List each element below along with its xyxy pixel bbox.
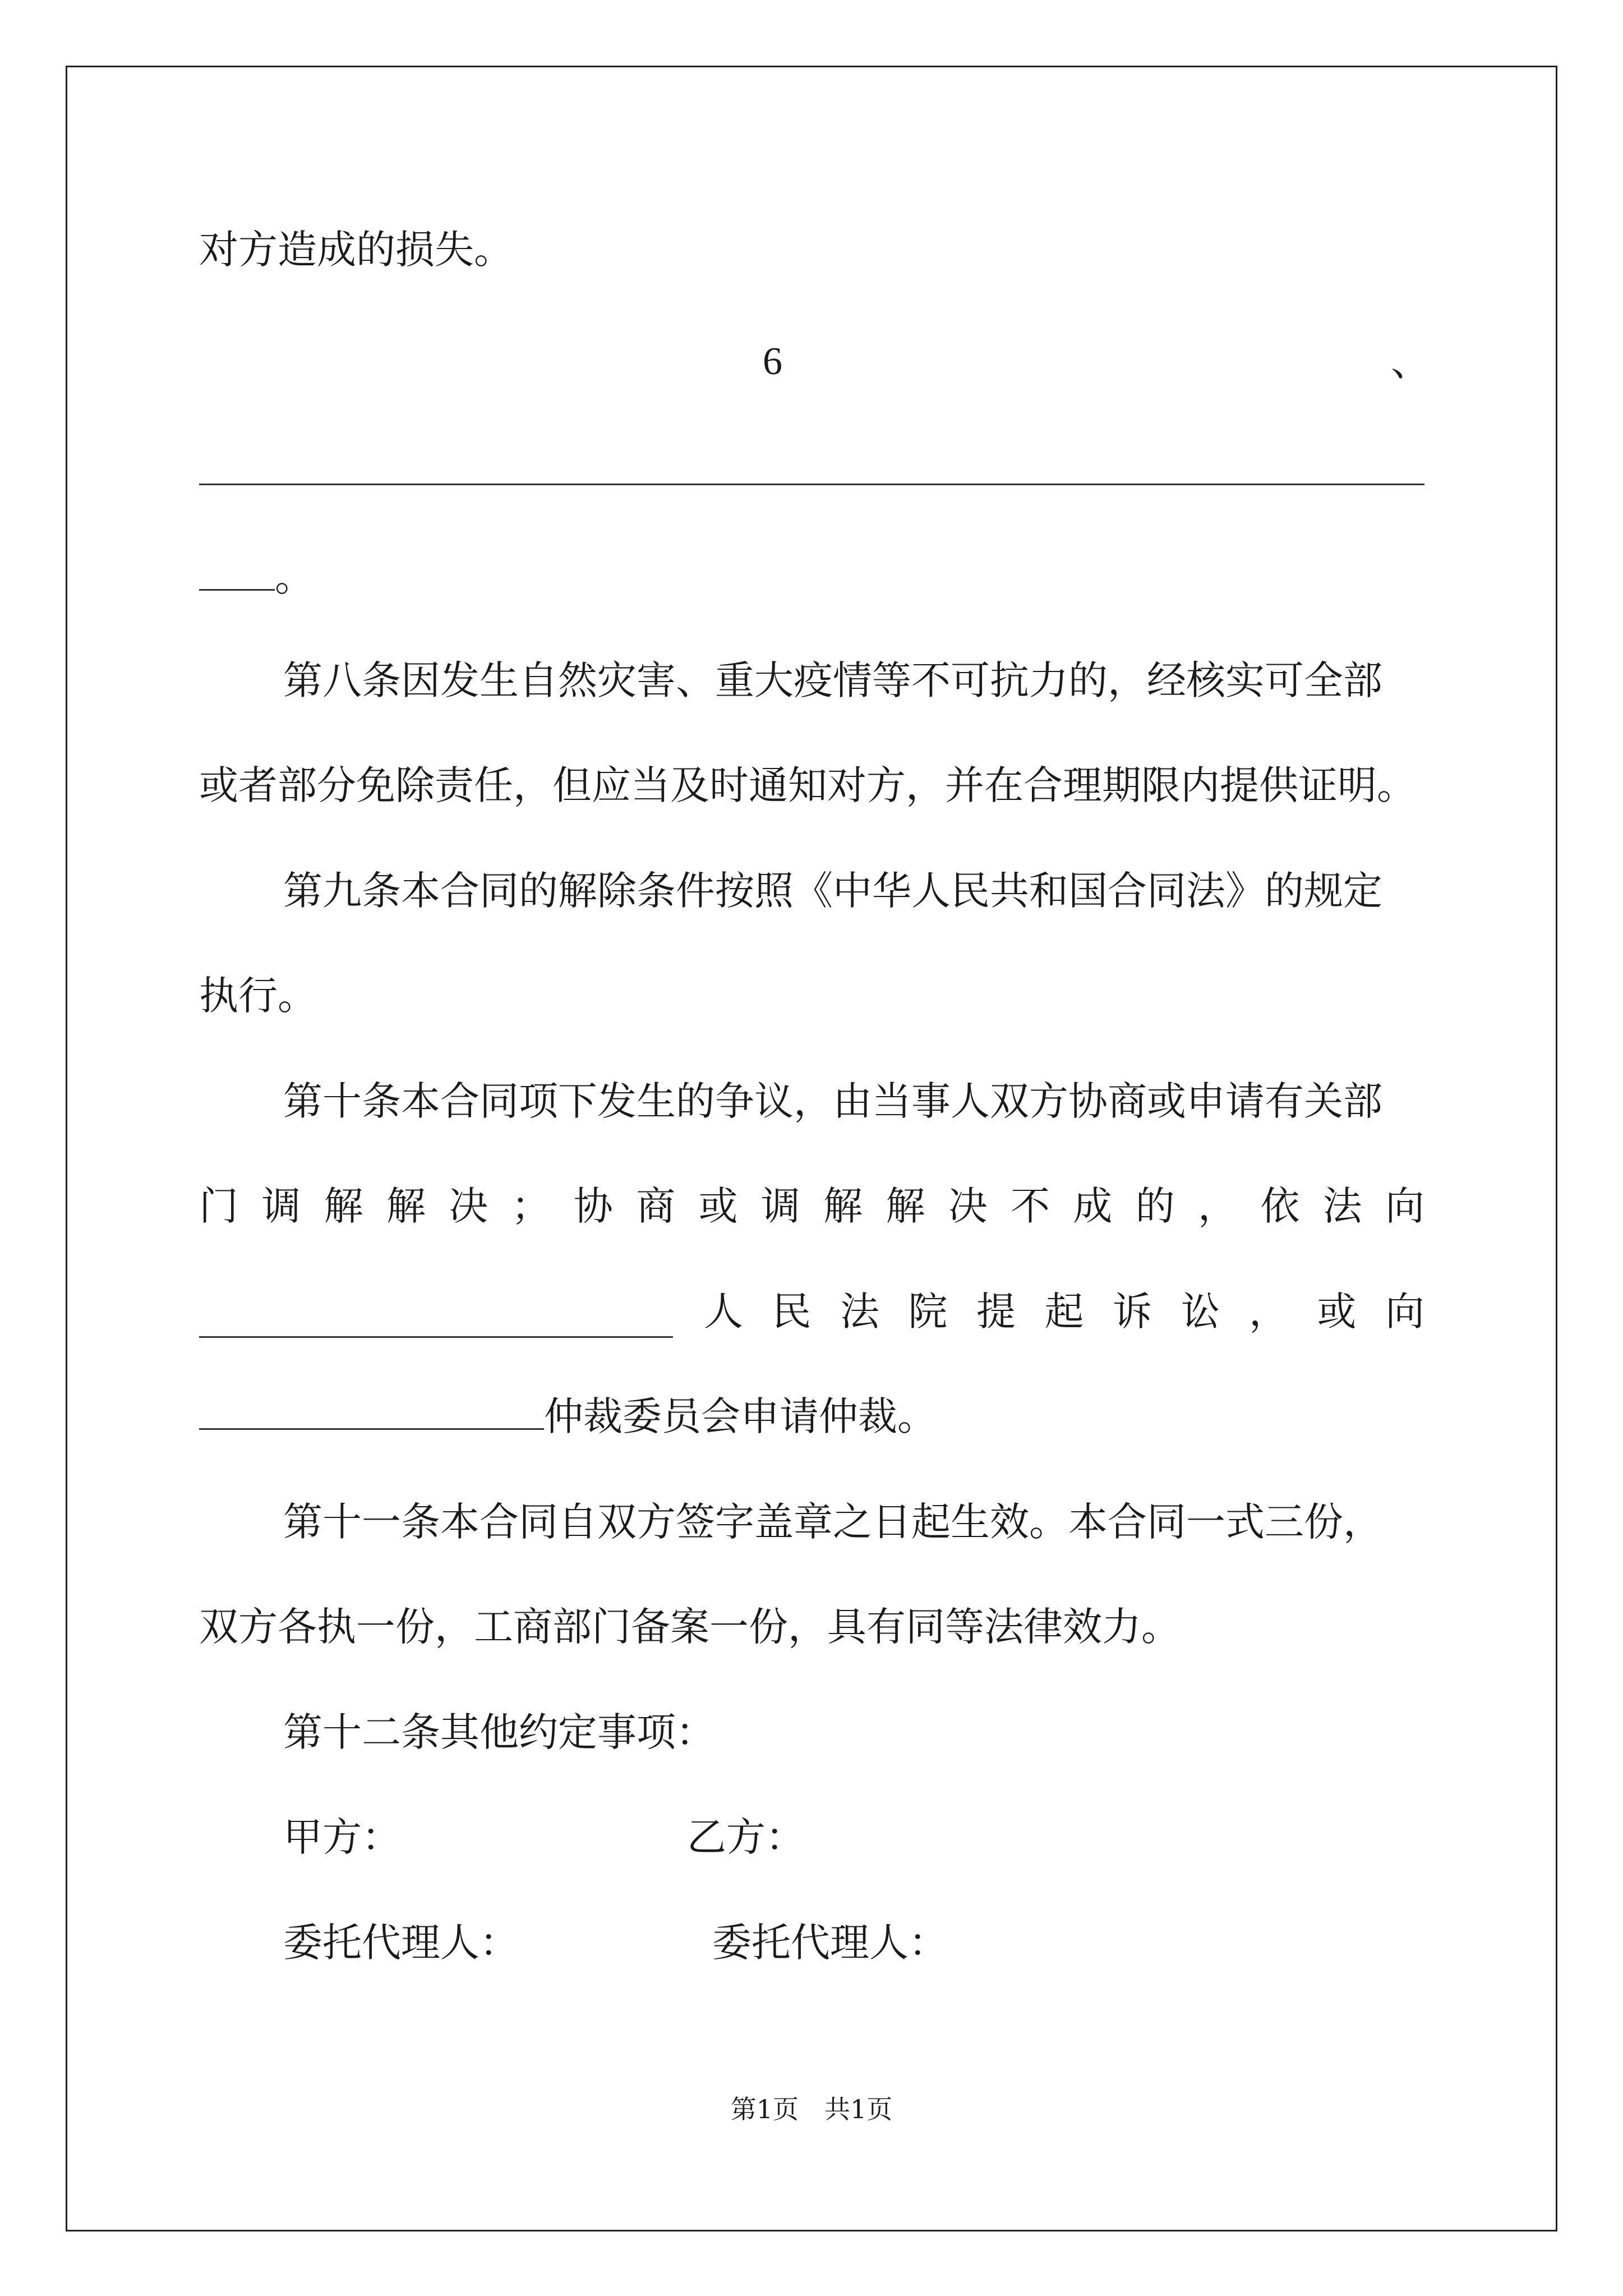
text-char: 解 bbox=[324, 1183, 363, 1229]
item-6-mark: 、 bbox=[1391, 339, 1430, 385]
item-6-number: 6 bbox=[763, 340, 782, 383]
text-char: 协 bbox=[573, 1183, 613, 1229]
article-10-line-3 bbox=[704, 1286, 1424, 1337]
text-char: 商 bbox=[636, 1183, 676, 1229]
article-11-line-2: 双方各执一份，工商部门备案一份，具有同等法律效力。 bbox=[199, 1604, 1181, 1650]
article-9-line-2: 执行。 bbox=[199, 973, 317, 1019]
article-12: 第十二条其他约定事项： bbox=[283, 1709, 715, 1755]
arbitration-text: 仲裁委员会申请仲裁。 bbox=[544, 1393, 937, 1439]
text-char: 不 bbox=[1011, 1183, 1050, 1229]
text-char: 调 bbox=[261, 1183, 301, 1229]
paragraph-loss: 对方造成的损失。 bbox=[199, 227, 513, 273]
text-char: 决 bbox=[948, 1183, 988, 1229]
arbitration-blank bbox=[199, 1393, 544, 1430]
text-char: 解 bbox=[886, 1183, 925, 1229]
article-9-line-1: 第九条本合同的解除条件按照《中华人民共和国合同法》的规定 bbox=[283, 868, 1382, 914]
text-char: 成 bbox=[1073, 1183, 1113, 1229]
article-10-line-1: 第十条本合同项下发生的争议，由当事人双方协商或申请有关部 bbox=[283, 1078, 1382, 1124]
text-char: 法 bbox=[1322, 1183, 1362, 1229]
text-char: 门 bbox=[199, 1183, 238, 1229]
text-char: 诉 bbox=[1113, 1289, 1152, 1335]
text-char: 的 bbox=[1135, 1183, 1175, 1229]
party-a-label: 甲方： bbox=[283, 1814, 401, 1860]
text-char: 决 bbox=[449, 1183, 488, 1229]
text-char: 依 bbox=[1260, 1183, 1300, 1229]
text-char: 讼 bbox=[1181, 1289, 1220, 1335]
page-border bbox=[66, 66, 1557, 2231]
text-char: 法 bbox=[840, 1289, 879, 1335]
agent-b-label: 委托代理人： bbox=[712, 1920, 948, 1966]
court-name-blank bbox=[199, 1301, 673, 1338]
item-6-blank-long bbox=[199, 449, 1424, 485]
text-char: 或 bbox=[1317, 1289, 1357, 1335]
text-char: 或 bbox=[698, 1183, 738, 1229]
item-6-end bbox=[199, 552, 314, 602]
item-6-end-mark: 。 bbox=[275, 554, 314, 600]
page-footer: 第1页 共1页 bbox=[730, 2094, 893, 2124]
text-char: 提 bbox=[976, 1289, 1016, 1335]
item-6-blank-short bbox=[199, 554, 275, 591]
text-char: ； bbox=[511, 1183, 551, 1229]
text-char: 起 bbox=[1044, 1289, 1084, 1335]
article-8-line-2: 或者部分免除责任，但应当及时通知对方，并在合理期限内提供证明。 bbox=[199, 762, 1416, 808]
text-char: 民 bbox=[772, 1289, 811, 1335]
text-char: 向 bbox=[1385, 1289, 1424, 1335]
agent-a-label: 委托代理人： bbox=[283, 1920, 519, 1966]
text-char: 解 bbox=[823, 1183, 863, 1229]
text-char: ， bbox=[1249, 1289, 1288, 1335]
text-char: 解 bbox=[386, 1183, 426, 1229]
text-char: 向 bbox=[1385, 1183, 1424, 1229]
text-char: 调 bbox=[760, 1183, 800, 1229]
text-char: ， bbox=[1198, 1183, 1237, 1229]
article-11-line-1: 第十一条本合同自双方签字盖章之日起生效。本合同一式三份， bbox=[283, 1499, 1382, 1545]
text-char: 院 bbox=[908, 1289, 948, 1335]
article-10-line-2 bbox=[199, 1181, 1424, 1231]
text-char: 人 bbox=[704, 1289, 743, 1335]
party-b-label: 乙方： bbox=[687, 1814, 805, 1860]
article-8-line-1: 第八条因发生自然灾害、重大疫情等不可抗力的，经核实可全部 bbox=[283, 657, 1382, 703]
article-10-line-4 bbox=[199, 1391, 937, 1442]
